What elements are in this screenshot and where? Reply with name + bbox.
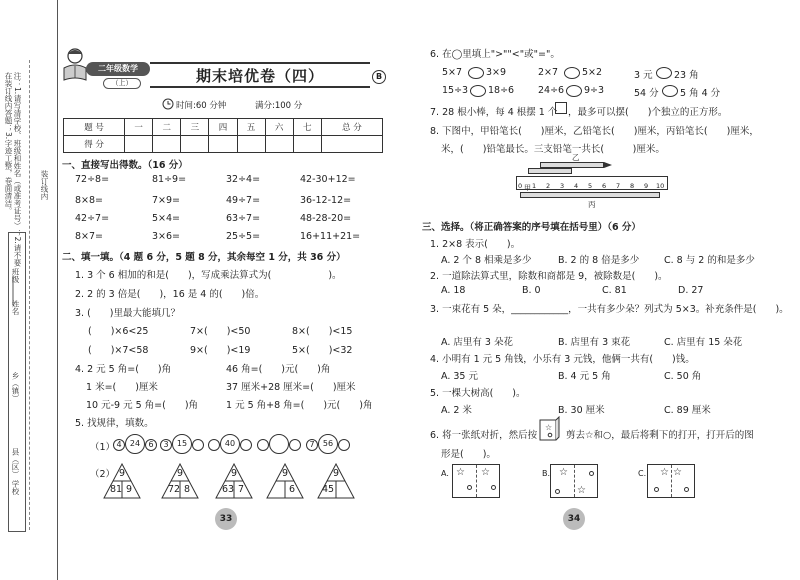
star-icon: ☆: [577, 485, 586, 496]
calc-item: 42÷7=: [75, 213, 110, 224]
triangle-top: 9: [119, 468, 126, 479]
page-title: 期末培优卷（四）: [195, 67, 324, 85]
ruler-number: 4: [574, 182, 579, 190]
name-label: 姓名: [11, 300, 20, 315]
circle-large: 24: [125, 434, 145, 454]
square-icon: [555, 102, 567, 114]
compare-left: 54 分: [634, 88, 659, 99]
page-number-right: 34: [563, 508, 585, 530]
score-cell: 五: [237, 119, 265, 136]
score-cell: 三: [181, 119, 209, 136]
compare-circle[interactable]: [470, 85, 486, 97]
compare-left: 2×7: [538, 67, 559, 78]
section3-heading: 三、选择。（将正确答案的序号填在括号里）（6 分）: [422, 222, 641, 233]
question-6: 6. 在◯里填上">""<"或"="。: [430, 49, 560, 60]
score-input[interactable]: [153, 136, 181, 153]
folded-paper-icon: [538, 416, 560, 442]
ruler-number: 7: [616, 182, 621, 190]
compare-left: 24÷6: [538, 85, 565, 96]
choice-6c: 形是( )。: [441, 449, 496, 460]
circle-blank[interactable]: [289, 439, 301, 451]
option-label[interactable]: A.: [441, 469, 449, 478]
full-score: 满分:100 分: [255, 101, 303, 111]
circle-icon: [589, 471, 594, 476]
circle-small: 3: [160, 439, 172, 451]
triangle-left: 81: [110, 484, 123, 495]
conversion-item: 46 角=( )元( )角: [226, 364, 331, 375]
page-number-left: 33: [215, 508, 237, 530]
score-cell: 七: [293, 119, 321, 136]
circle-small: 7: [306, 439, 318, 451]
compare-right: 5×2: [582, 67, 603, 78]
inequality-item: ( )×7<58: [88, 345, 149, 356]
circle-blank[interactable]: [240, 439, 252, 451]
question-8-line1: 8. 下图中，甲铅笔长( )厘米，乙铅笔长( )厘米，丙铅笔长( )厘米，: [430, 126, 759, 137]
score-input[interactable]: [181, 136, 209, 153]
calc-item: 25÷5=: [226, 231, 261, 242]
option[interactable]: A. 2 米: [441, 405, 472, 416]
calc-item: 32÷4=: [226, 174, 261, 185]
choice-6b: 剪去☆和○，最后将剩下的打开，打开后的图: [566, 430, 754, 441]
circle-large: 40: [220, 434, 240, 454]
volume-label: （上）: [103, 78, 141, 89]
exam-time: 时间:60 分钟: [176, 101, 227, 111]
triangle-left: 45: [322, 484, 335, 495]
version-badge: B: [372, 70, 386, 84]
class-label: 班级: [11, 268, 20, 283]
star-icon: ☆: [559, 467, 568, 478]
section2-heading: 二、填一填。（4 题 6 分，5 题 8 分，其余每空 1 分，共 36 分）: [62, 252, 346, 263]
inequality-item: 5×( )<32: [292, 345, 353, 356]
calc-item: 48-28-20=: [300, 213, 352, 224]
option[interactable]: C. 店里有 15 朵花: [664, 337, 743, 348]
star-icon: ☆: [481, 467, 490, 478]
score-cell: 四: [209, 119, 237, 136]
score-input[interactable]: [209, 136, 237, 153]
compare-circle[interactable]: [662, 85, 678, 97]
binding-line: [29, 60, 30, 530]
pencil-jia: [528, 168, 572, 174]
score-cell: 六: [265, 119, 293, 136]
grade-badge: 二年级数学: [86, 62, 150, 76]
circle-blank[interactable]: [257, 439, 269, 451]
pencil-label-jia: 甲: [524, 184, 531, 192]
question-2-3: 3. ( )里最大能填几？: [75, 308, 180, 319]
option[interactable]: C. 50 角: [664, 371, 702, 382]
score-cell: 总 分: [321, 119, 382, 136]
ruler-number: 3: [560, 182, 565, 190]
circle-small: 6: [145, 439, 157, 451]
conversion-item: 4. 2 元 5 角=( )角: [75, 364, 172, 375]
calc-item: 3×6=: [152, 231, 181, 242]
compare-right: 9÷3: [584, 85, 605, 96]
option[interactable]: C. 89 厘米: [664, 405, 711, 416]
circle-icon: [555, 489, 560, 494]
score-table: [63, 118, 383, 153]
question-8-line2: 米，( )铅笔最长。三支铅笔一共长( )厘米。: [441, 144, 665, 155]
ruler-number: 5: [588, 182, 593, 190]
calc-item: 49÷7=: [226, 195, 261, 206]
binding-strip: [0, 0, 58, 580]
calc-item: 36-12-12=: [300, 195, 352, 206]
calc-item: 8×7=: [75, 231, 104, 242]
question-2-2: 2. 2 的 3 倍是( )，16 是 4 的( )倍。: [75, 289, 265, 300]
score-cell: 题 号: [64, 119, 125, 136]
section1-heading: 一、直接写出得数。（16 分）: [62, 160, 188, 171]
calc-item: 72÷8=: [75, 174, 110, 185]
option-card-c[interactable]: [647, 464, 695, 498]
pattern2-label: （2）: [90, 469, 116, 480]
conversion-item: 37 厘米+28 厘米=( )厘米: [226, 382, 356, 393]
inequality-item: 7×( )<50: [190, 326, 251, 337]
circle-icon: [654, 487, 659, 492]
calc-item: 63÷7=: [226, 213, 261, 224]
township-label: 乡（镇）: [11, 372, 20, 402]
choice-5: 5. 一棵大树高( )。: [430, 388, 526, 399]
compare-right: 18÷6: [488, 85, 515, 96]
calc-item: 7×9=: [152, 195, 181, 206]
circle-blank[interactable]: [338, 439, 350, 451]
inequality-item: 9×( )<19: [190, 345, 251, 356]
score-cell: 一: [125, 119, 153, 136]
score-cell: 得 分: [64, 136, 125, 153]
question-7a: 7. 28 根小棒，每 4 根摆 1 个: [430, 107, 558, 118]
star-icon: ☆: [456, 467, 465, 478]
option[interactable]: A. 35 元: [441, 371, 478, 382]
choice-6a: 6. 将一张纸对折，然后按: [430, 430, 538, 441]
calc-item: 8×8=: [75, 195, 104, 206]
pattern1-label: （1）: [90, 442, 116, 453]
score-input[interactable]: [125, 136, 153, 153]
option-card-a[interactable]: [452, 464, 500, 498]
calc-item: 42-30+12=: [300, 174, 356, 185]
star-icon: ☆: [673, 467, 682, 478]
clock-icon: [162, 98, 174, 110]
compare-right: 5 角 4 分: [680, 88, 721, 99]
inside-line-mark: 装订线内: [40, 170, 49, 200]
inequality-item: 8×( )<15: [292, 326, 353, 337]
calc-item: 81÷9=: [152, 174, 187, 185]
ruler-number: 1: [532, 182, 537, 190]
option[interactable]: C. 8 与 2 的和是多少: [664, 255, 755, 266]
triangle-right: 9: [126, 484, 133, 495]
compare-right: 23 角: [674, 70, 699, 81]
compare-left: 5×7: [442, 67, 463, 78]
compare-circle[interactable]: [566, 85, 582, 97]
triangle-top: 9: [231, 468, 238, 479]
score-cell: 二: [153, 119, 181, 136]
triangle-top: 9: [282, 468, 289, 479]
pencil-tip: [604, 162, 612, 168]
triangle-top: 9: [333, 468, 340, 479]
score-input[interactable]: [293, 136, 321, 153]
school-label: 学校: [11, 480, 20, 495]
conversion-item: 10 元-9 元 5 角=( )角: [86, 400, 199, 411]
option-card-b[interactable]: [550, 464, 598, 498]
score-input[interactable]: [265, 136, 293, 153]
triangle-left: 72: [168, 484, 181, 495]
pencil-label-bing: 丙: [588, 200, 596, 209]
option[interactable]: C. 81: [602, 285, 627, 296]
calc-item: 5×4=: [152, 213, 181, 224]
ruler-number: 9: [644, 182, 649, 190]
question-2-1: 1. 3 个 6 相加的和是( )，写成乘法算式为( )。: [75, 270, 342, 281]
option[interactable]: A. 店里有 3 朵花: [441, 337, 513, 348]
option[interactable]: B. 2 的 8 倍是多少: [558, 255, 640, 266]
triangle-right: 7: [238, 484, 245, 495]
ruler-number: 8: [630, 182, 635, 190]
circle-large: 15: [172, 434, 192, 454]
ruler-number: 10: [656, 182, 665, 190]
choice-2: 2. 一道除法算式里，除数和商都是 9，被除数是( )。: [430, 271, 668, 282]
ruler-number: 6: [602, 182, 607, 190]
compare-circle[interactable]: [656, 67, 672, 79]
circle-blank[interactable]: [208, 439, 220, 451]
option-label[interactable]: B.: [542, 469, 551, 478]
circle-large: 56: [318, 434, 338, 454]
option[interactable]: A. 2 个 8 相乘是多少: [441, 255, 532, 266]
option[interactable]: B. 30 厘米: [558, 405, 605, 416]
star-icon: ☆: [660, 467, 669, 478]
score-input[interactable]: [237, 136, 265, 153]
triangle-right: 8: [184, 484, 191, 495]
circle-blank[interactable]: [192, 439, 204, 451]
calc-item: 16+11+21=: [300, 231, 361, 242]
circle-small: 4: [113, 439, 125, 451]
conversion-item: 1 米=( )厘米: [86, 382, 158, 393]
compare-circle[interactable]: [468, 67, 484, 79]
option[interactable]: B. 0: [522, 285, 541, 296]
pencil-label-yi: 乙: [572, 153, 580, 162]
circle-icon: [491, 485, 496, 490]
choice-1: 1. 2×8 表示( )。: [430, 239, 521, 250]
svg-text:☆: ☆: [545, 423, 553, 432]
inequality-item: ( )×6<25: [88, 326, 149, 337]
pencil-bing: [520, 192, 660, 198]
option-label[interactable]: C.: [638, 469, 647, 478]
choice-3: 3. 一束花有 5 朵，____________，一共有多少朵？列式为 5×3。补充条件是( )。: [430, 304, 789, 315]
option[interactable]: B. 4 元 5 角: [558, 371, 611, 382]
triangle-left: 63: [222, 484, 235, 495]
option[interactable]: B. 店里有 3 束花: [558, 337, 631, 348]
ruler-number: 0: [518, 182, 523, 190]
score-input[interactable]: [321, 136, 382, 153]
ruler-number: 2: [546, 182, 551, 190]
compare-right: 3×9: [486, 67, 507, 78]
county-label: 县（区）: [11, 448, 20, 478]
student-notice: 注：1.请写清学校、班级和姓名（或准考证号）；2.请不要在装订线内答题；3.字迹工整，卷面清洁。: [4, 72, 22, 267]
circle-icon: [684, 487, 689, 492]
choice-4: 4. 小明有 1 元 5 角钱，小乐有 3 元钱，他俩一共有( )钱。: [430, 354, 695, 365]
question-7b: ，最多可以摆( )个独立的正方形。: [568, 107, 728, 118]
option[interactable]: D. 27: [678, 285, 704, 296]
conversion-item: 1 元 5 角+8 角=( )元( )角: [226, 400, 373, 411]
triangle-right: 6: [289, 484, 296, 495]
question-2-5: 5. 找规律，填数。: [75, 418, 154, 429]
circle-icon: [467, 485, 472, 490]
triangle-top: 9: [177, 468, 184, 479]
compare-left: 3 元: [634, 70, 653, 81]
compare-circle[interactable]: [564, 67, 580, 79]
circle-blank[interactable]: [269, 434, 289, 454]
compare-left: 15÷3: [442, 85, 469, 96]
option[interactable]: A. 18: [441, 285, 466, 296]
